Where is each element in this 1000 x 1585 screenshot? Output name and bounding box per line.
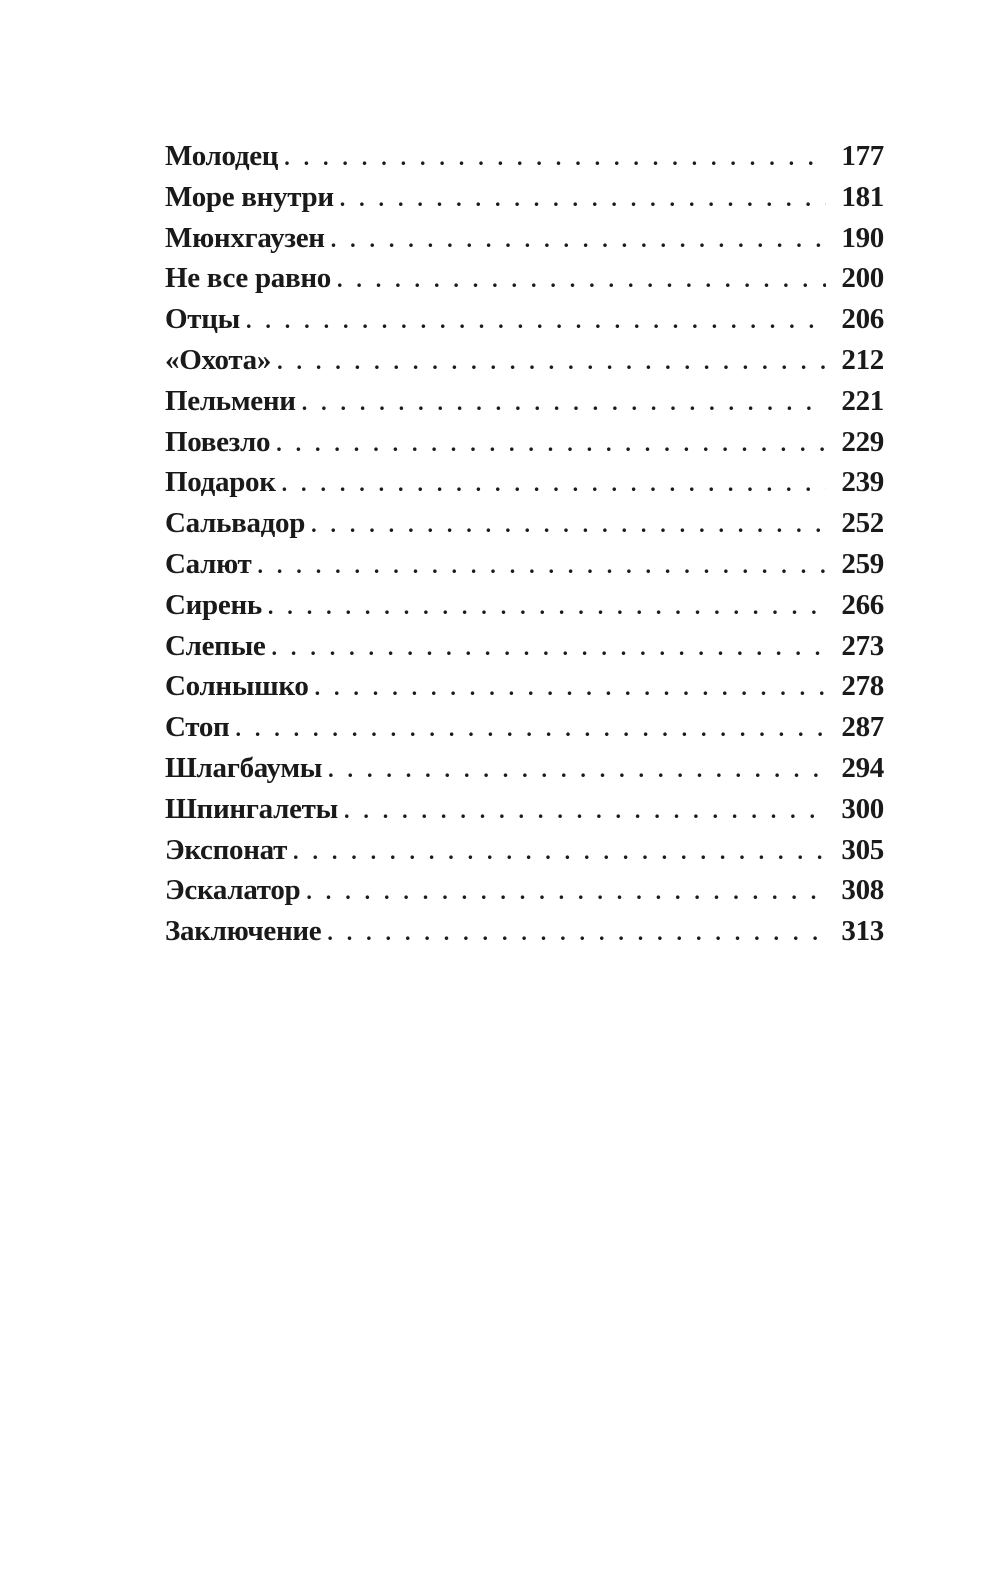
table-of-contents: [165, 140, 884, 956]
toc-entry-page: 308: [841, 874, 884, 907]
toc-entry-page: 313: [841, 915, 884, 948]
toc-dot-leader: [331, 227, 826, 253]
toc-entry-page: 273: [841, 629, 884, 662]
toc-dot-leader: [315, 675, 826, 701]
toc-entry-title: Стоп: [165, 711, 230, 744]
toc-entry-title: Экспонат: [165, 833, 288, 866]
toc-entry-title: Слепые: [165, 629, 266, 662]
toc-entry-page: 239: [841, 466, 884, 499]
toc-entry-title: Эскалатор: [165, 874, 301, 907]
toc-entry-title: Заключение: [165, 915, 322, 948]
toc-entry-page: 305: [841, 833, 884, 866]
toc-entry: [165, 222, 884, 263]
toc-entry: [165, 589, 884, 630]
toc-entry-title: Мюнхгаузен: [165, 221, 325, 254]
toc-dot-leader: [235, 716, 826, 742]
toc-entry: [165, 262, 884, 303]
toc-dot-leader: [302, 390, 826, 416]
toc-entry-page: 221: [841, 384, 884, 417]
toc-entry: [165, 874, 884, 915]
toc-entry: [165, 793, 884, 834]
toc-dot-leader: [258, 553, 827, 579]
toc-dot-leader: [246, 308, 826, 334]
toc-entry-title: «Охота»: [165, 343, 272, 376]
toc-dot-leader: [284, 145, 826, 171]
toc-entry: [165, 834, 884, 875]
toc-entry-page: 266: [841, 588, 884, 621]
toc-entry: [165, 385, 884, 426]
toc-dot-leader: [327, 920, 826, 946]
toc-dot-leader: [328, 757, 826, 783]
toc-entry: [165, 670, 884, 711]
toc-entry: [165, 752, 884, 793]
toc-entry-title: Подарок: [165, 466, 276, 499]
toc-entry: [165, 466, 884, 507]
toc-entry-page: 190: [841, 221, 884, 254]
toc-dot-leader: [344, 798, 826, 824]
toc-entry: [165, 426, 884, 467]
toc-entry-page: 229: [841, 425, 884, 458]
toc-entry-page: 287: [841, 711, 884, 744]
toc-dot-leader: [268, 594, 826, 620]
toc-entry-title: Не все равно: [165, 262, 331, 295]
toc-entry-page: 252: [841, 507, 884, 540]
toc-entry-title: Повезло: [165, 425, 271, 458]
toc-entry-title: Шлагбаумы: [165, 751, 323, 784]
toc-entry: [165, 140, 884, 181]
toc-dot-leader: [276, 431, 826, 457]
toc-entry: [165, 303, 884, 344]
toc-dot-leader: [282, 471, 826, 497]
toc-dot-leader: [311, 512, 826, 538]
toc-entry-page: 278: [841, 670, 884, 703]
toc-dot-leader: [272, 635, 826, 661]
toc-entry: [165, 548, 884, 589]
toc-dot-leader: [340, 186, 826, 212]
toc-entry-page: 181: [841, 180, 884, 213]
toc-dot-leader: [293, 839, 826, 865]
toc-entry: [165, 915, 884, 956]
toc-entry-page: 206: [841, 303, 884, 336]
toc-entry-page: 212: [841, 343, 884, 376]
toc-entry-page: 177: [841, 140, 884, 172]
toc-entry: [165, 507, 884, 548]
toc-entry-title: Шпингалеты: [165, 792, 338, 825]
toc-entry: [165, 711, 884, 752]
toc-dot-leader: [306, 879, 826, 905]
toc-entry: [165, 630, 884, 671]
toc-entry: [165, 344, 884, 385]
toc-entry-title: Солнышко: [165, 670, 309, 703]
toc-entry-title: Салют: [165, 547, 252, 580]
toc-dot-leader: [337, 267, 826, 293]
toc-entry-page: 259: [841, 547, 884, 580]
toc-entry-title: Отцы: [165, 303, 240, 336]
toc-entry: [165, 181, 884, 222]
toc-entry-title: Сальвадор: [165, 507, 306, 540]
toc-entry-page: 300: [841, 792, 884, 825]
toc-entry-title: Молодец: [165, 140, 279, 172]
toc-entry-title: Пельмени: [165, 384, 296, 417]
toc-entry-title: Сирень: [165, 588, 262, 621]
toc-entry-page: 294: [841, 751, 884, 784]
toc-dot-leader: [277, 349, 826, 375]
toc-entry-page: 200: [841, 262, 884, 295]
toc-entry-title: Море внутри: [165, 180, 334, 213]
